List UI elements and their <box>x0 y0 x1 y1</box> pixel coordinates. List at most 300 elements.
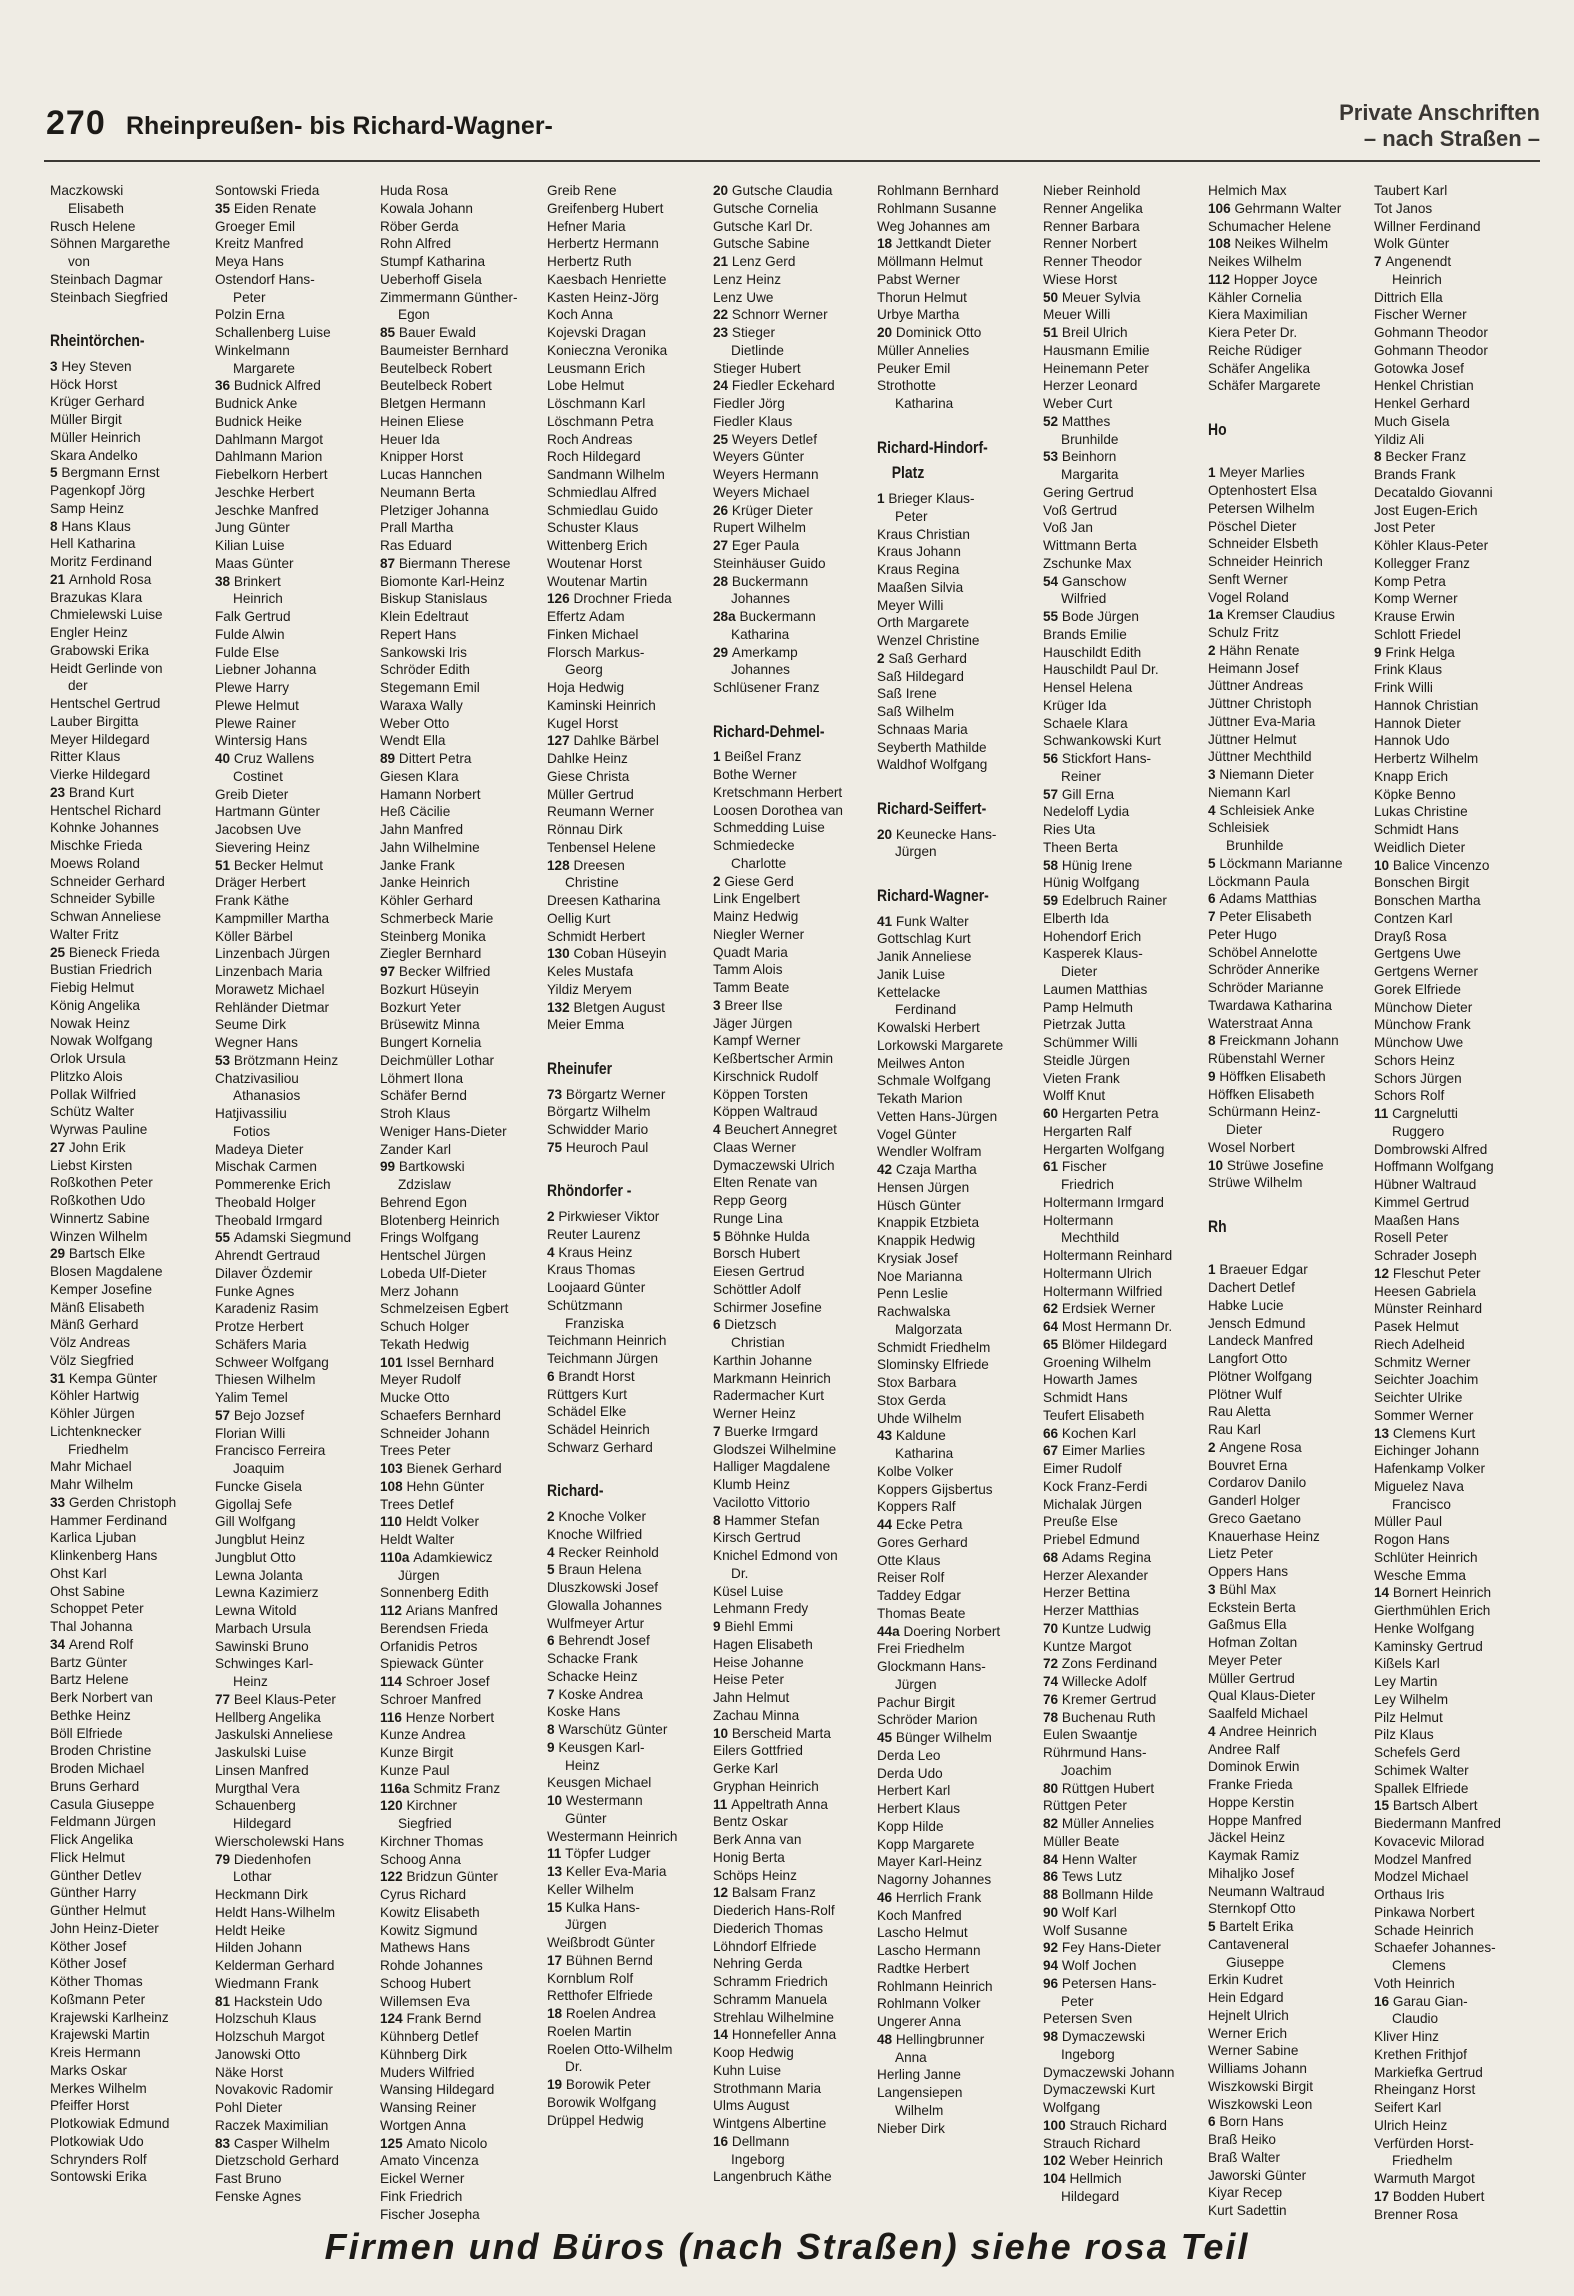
resident-entry: Amato Vincenza <box>380 2153 479 2169</box>
resident-entry: der <box>68 678 88 694</box>
resident-entry: Müller Gertrud <box>1208 1670 1295 1686</box>
resident-entry: Fast Bruno <box>215 2171 282 2186</box>
resident-entry: 1a Kremser Claudius <box>1208 607 1335 623</box>
resident-entry: Koppers Ralf <box>877 1499 956 1515</box>
resident-entry: Köhler Hartwig <box>50 1388 140 1404</box>
resident-entry: Hildegard <box>233 1816 292 1831</box>
resident-entry: 108 Neikes Wilhelm <box>1208 236 1329 252</box>
resident-entry: Wolk Günter <box>1374 236 1450 252</box>
resident-entry: Jaskulski Anneliese <box>215 1727 333 1743</box>
resident-entry: Bartz Günter <box>50 1654 128 1670</box>
resident-entry: Schneider Elsbeth <box>1208 536 1319 552</box>
resident-entry: Renner Theodor <box>1043 254 1142 269</box>
resident-entry: 55 Bode Jürgen <box>1043 609 1139 624</box>
resident-entry: Ries Uta <box>1043 822 1096 837</box>
resident-entry: Kaymak Ramiz <box>1208 1848 1300 1863</box>
resident-entry: Kornblum Rolf <box>547 1970 634 1986</box>
resident-entry: Keßbertscher Armin <box>713 1051 834 1066</box>
section-subtitle: – nach Straßen – <box>1363 126 1540 151</box>
resident-entry: Schlott Friedel <box>1374 626 1461 642</box>
resident-entry: 44a Doering Norbert <box>877 1623 1001 1639</box>
resident-entry: Gill Wolfgang <box>215 1514 296 1530</box>
resident-entry: Schmale Wolfgang <box>877 1073 991 1089</box>
resident-entry: Teufert Elisabeth <box>1043 1407 1145 1423</box>
resident-entry: 6 Dietzsch <box>713 1317 777 1333</box>
resident-entry: Pilz Helmut <box>1374 1709 1443 1725</box>
resident-entry: Weg Johannes am <box>877 218 991 234</box>
resident-entry: 102 Weber Heinrich <box>1043 2153 1163 2169</box>
resident-entry: Heise Peter <box>713 1672 785 1688</box>
resident-entry: Strauch Richard <box>1043 2135 1141 2151</box>
resident-entry: 75 Heuroch Paul <box>547 1139 649 1155</box>
resident-entry: Mainz Hedwig <box>713 909 799 924</box>
resident-entry: Köther Josef <box>50 1956 127 1972</box>
resident-entry: 92 Fey Hans-Dieter <box>1043 1940 1161 1956</box>
resident-entry: Jung Günter <box>215 520 290 536</box>
resident-entry: Frei Friedhelm <box>877 1641 965 1657</box>
resident-entry: Krajewski Karlheinz <box>50 2009 169 2025</box>
resident-entry: Wierscholewski Hans <box>215 1833 345 1849</box>
resident-entry: Jüttner Eva-Maria <box>1208 713 1316 729</box>
resident-entry: Günter <box>565 1810 607 1826</box>
street-heading: Richard- <box>547 1481 604 1501</box>
resident-entry: Jacobsen Uve <box>215 822 302 837</box>
resident-entry: Christine <box>565 875 619 891</box>
resident-entry: Fotios <box>233 1123 271 1139</box>
resident-entry: Dymaczewski Johann <box>1043 2064 1175 2080</box>
resident-entry: Höffken Elisabeth <box>1208 1086 1315 1102</box>
resident-entry: 12 Balsam Franz <box>713 1885 816 1901</box>
resident-entry: Mahr Michael <box>50 1459 132 1475</box>
resident-entry: Rüttgen Peter <box>1043 1798 1127 1814</box>
resident-entry: Eickel Werner <box>380 2171 465 2186</box>
resident-entry: Polzin Erna <box>215 307 285 323</box>
resident-entry: Dymaczewski Kurt <box>1043 2082 1155 2098</box>
resident-entry: Müller Gertrud <box>547 786 634 802</box>
resident-entry: Rusch Helene <box>50 218 136 234</box>
resident-entry: 59 Edelbruch Rainer <box>1043 893 1167 908</box>
resident-entry: Winzen Wilhelm <box>50 1228 148 1244</box>
resident-entry: Orlok Ursula <box>50 1051 126 1066</box>
resident-entry: Kovacevic Milorad <box>1374 1833 1485 1849</box>
spacer <box>50 306 206 324</box>
resident-entry: 7 Angenendt <box>1374 254 1452 269</box>
resident-entry: Jungblut Heinz <box>215 1532 305 1547</box>
resident-entry: Janowski Otto <box>215 2046 301 2062</box>
resident-entry: Schöps Heinz <box>713 1867 797 1883</box>
resident-entry: Köppen Torsten <box>713 1086 808 1102</box>
resident-entry: Günther Detlev <box>50 1867 142 1883</box>
resident-entry: Weniger Hans-Dieter <box>380 1123 507 1139</box>
resident-entry: Heesen Gabriela <box>1374 1283 1477 1299</box>
resident-entry: Finken Michael <box>547 626 639 642</box>
resident-entry: 57 Gill Erna <box>1043 786 1115 802</box>
resident-entry: Jensch Edmund <box>1208 1315 1306 1331</box>
listing-column-8 <box>1208 182 1364 2218</box>
resident-entry: Heldt Heike <box>215 1922 286 1938</box>
resident-entry: Völz Siegfried <box>50 1352 134 1368</box>
resident-entry: Greco Gaetano <box>1208 1510 1301 1526</box>
resident-entry: Anna <box>895 2049 927 2065</box>
resident-entry: 22 Schnorr Werner <box>713 307 828 323</box>
resident-entry: König Angelika <box>50 997 140 1013</box>
resident-entry: Joachim <box>1061 1762 1112 1778</box>
resident-entry: Budnick Heike <box>215 413 302 429</box>
resident-entry: Grabowski Erika <box>50 642 149 658</box>
resident-entry: Schneider Sybille <box>50 891 156 907</box>
resident-entry: Muders Wilfried <box>380 2064 475 2080</box>
resident-entry: 2 Knoche Volker <box>547 1509 647 1524</box>
resident-entry: Elberth Ida <box>1043 910 1109 926</box>
resident-entry: Blotenberg Heinrich <box>380 1212 500 1228</box>
resident-entry: Holzschuh Klaus <box>215 2011 317 2027</box>
resident-entry: Kunze Birgit <box>380 1745 454 1760</box>
resident-entry: Stegemann Emil <box>380 680 480 695</box>
resident-entry: Schallenberg Luise <box>215 325 331 340</box>
resident-entry: Madeya Dieter <box>215 1141 304 1157</box>
resident-entry: Jahn Manfred <box>380 822 464 837</box>
resident-entry: Kaminski Heinrich <box>547 697 656 713</box>
resident-entry: Schnaas Maria <box>877 721 968 737</box>
resident-entry: Saß Hildegard <box>877 668 964 684</box>
resident-entry: Wenzel Christine <box>877 633 980 648</box>
resident-entry: Willemsen Eva <box>380 1993 470 2009</box>
resident-entry: Schuch Holger <box>380 1319 470 1334</box>
resident-entry: Theen Berta <box>1043 839 1118 855</box>
resident-entry: 88 Bollmann Hilde <box>1043 1887 1154 1902</box>
resident-entry: 17 Bühnen Bernd <box>547 1952 653 1968</box>
resident-entry: 8 Freickmann Johann <box>1208 1033 1339 1049</box>
resident-entry: Heidt Gerlinde von <box>50 660 163 676</box>
resident-entry: Vierke Hildegard <box>50 767 151 782</box>
resident-entry: Steinhäuser Guido <box>713 555 826 571</box>
resident-entry: Strothmann Maria <box>713 2080 822 2096</box>
resident-entry: Biedermann Manfred <box>1374 1816 1501 1831</box>
resident-entry: Kunze Paul <box>380 1762 450 1778</box>
resident-entry: Gotowka Josef <box>1374 360 1464 376</box>
resident-entry: Kunze Andrea <box>380 1727 466 1743</box>
resident-entry: Kähler Cornelia <box>1208 289 1302 305</box>
footer-note: Firmen und Büros (nach Straßen) siehe rosa Teil <box>324 2226 1250 2267</box>
resident-entry: Lauber Birgitta <box>50 713 139 729</box>
resident-entry: Schäfer Angelika <box>1208 360 1311 376</box>
resident-entry: Merkes Wilhelm <box>50 2080 147 2096</box>
resident-entry: 18 Jettkandt Dieter <box>877 236 992 252</box>
resident-entry: Funcke Gisela <box>215 1478 302 1494</box>
street-heading: Richard-Seiffert- <box>877 798 987 818</box>
resident-entry: Feldmann Jürgen <box>50 1814 156 1830</box>
resident-entry: 1 Braeuer Edgar <box>1208 1262 1308 1278</box>
resident-entry: Kampmiller Martha <box>215 910 330 926</box>
resident-entry: 68 Adams Regina <box>1043 1549 1152 1565</box>
resident-entry: Murgthal Vera <box>215 1780 300 1796</box>
resident-entry: Schädel Heinrich <box>547 1422 650 1437</box>
resident-entry: Linzenbach Jürgen <box>215 946 330 962</box>
resident-entry: 127 Dahlke Bärbel <box>547 733 659 749</box>
resident-entry: Kraus Johann <box>877 544 961 560</box>
resident-entry: Otte Klaus <box>877 1552 941 1568</box>
resident-entry: Frank Käthe <box>215 893 290 908</box>
resident-entry: Münchow Dieter <box>1374 999 1473 1015</box>
resident-entry: 10 Westermann <box>547 1793 643 1808</box>
resident-entry: Voth Heinrich <box>1374 1975 1455 1991</box>
resident-entry: Krysiak Josef <box>877 1250 958 1266</box>
resident-entry: Zimmermann Günther- <box>380 289 518 305</box>
resident-entry: Uhde Wilhelm <box>877 1410 962 1426</box>
resident-entry: Bletgen Hermann <box>380 396 486 411</box>
resident-entry: Katharina <box>895 396 954 411</box>
resident-entry: Jüttner Christoph <box>1208 696 1312 711</box>
resident-entry: 36 Budnick Alfred <box>215 378 321 394</box>
resident-entry: Mucke Otto <box>380 1390 450 1405</box>
resident-entry: Keles Mustafa <box>547 964 634 979</box>
resident-entry: Hentschel Gertrud <box>50 696 161 711</box>
resident-entry: Theobald Holger <box>215 1194 316 1210</box>
resident-entry: 112 Arians Manfred <box>380 1603 498 1618</box>
resident-entry: Schaele Klara <box>1043 715 1128 731</box>
resident-entry: Wintgens Albertine <box>713 2116 827 2131</box>
resident-entry: Schäfers Maria <box>215 1336 307 1352</box>
resident-entry: Giesen Klara <box>380 768 459 784</box>
resident-entry: 80 Rüttgen Hubert <box>1043 1780 1155 1796</box>
resident-entry: 60 Hergarten Petra <box>1043 1106 1159 1121</box>
resident-entry: Köppen Waltraud <box>713 1104 818 1120</box>
resident-entry: Friedhelm <box>68 1441 129 1457</box>
resident-entry: 54 Ganschow <box>1043 573 1127 589</box>
resident-entry: 90 Wolf Karl <box>1043 1904 1117 1920</box>
resident-entry: Koßmann Peter <box>50 1991 146 2007</box>
resident-entry: Schröder Edith <box>380 662 470 678</box>
resident-entry: Voß Jan <box>1043 520 1093 536</box>
resident-entry: Sandmann Wilhelm <box>547 467 665 482</box>
resident-entry: Weyers Hermann <box>713 467 819 482</box>
resident-entry: Bozkurt Yeter <box>380 999 461 1015</box>
resident-entry: Michalak Jürgen <box>1043 1496 1142 1512</box>
resident-entry: Renner Norbert <box>1043 236 1137 252</box>
resident-entry: 1 Brieger Klaus- <box>877 491 975 506</box>
spacer <box>1208 1244 1364 1262</box>
resident-entry: 103 Bienek Gerhard <box>380 1461 502 1476</box>
spacer <box>713 697 869 715</box>
resident-entry: Holzschuh Margot <box>215 2029 325 2044</box>
resident-entry: Heimann Josef <box>1208 660 1299 676</box>
resident-entry: 1 Beißel Franz <box>713 749 802 765</box>
resident-entry: Renner Barbara <box>1043 218 1140 234</box>
resident-entry: Jürgen <box>895 844 937 860</box>
resident-entry: 27 Eger Paula <box>713 538 800 553</box>
resident-entry: Knoche Wilfried <box>547 1526 643 1542</box>
resident-entry: Köller Bärbel <box>215 928 293 944</box>
resident-entry: Brazukas Klara <box>50 589 143 605</box>
resident-entry: Eichinger Johann <box>1374 1443 1480 1459</box>
resident-entry: 25 Bieneck Frieda <box>50 944 160 960</box>
resident-entry: Völz Andreas <box>50 1335 131 1350</box>
resident-entry: Werner Sabine <box>1208 2043 1299 2059</box>
resident-entry: Pommerenke Erich <box>215 1177 331 1192</box>
resident-entry: Kasten Heinz-Jörg <box>547 289 659 305</box>
resident-entry: Jahn Helmut <box>713 1690 790 1705</box>
resident-entry: Wiedmann Frank <box>215 1975 319 1991</box>
resident-entry: 125 Amato Nicolo <box>380 2135 488 2151</box>
resident-entry: Berk Anna van <box>713 1832 802 1847</box>
resident-entry: Nowak Heinz <box>50 1015 131 1031</box>
resident-entry: Lewna Witold <box>215 1603 297 1618</box>
resident-entry: 56 Stickfort Hans- <box>1043 751 1152 766</box>
resident-entry: Dombrowski Alfred <box>1374 1141 1488 1157</box>
resident-entry: Gering Gertrud <box>1043 484 1134 500</box>
resident-entry: Wosel Norbert <box>1208 1139 1295 1155</box>
resident-entry: 110 Heldt Volker <box>380 1514 480 1530</box>
resident-entry: Bonschen Birgit <box>1374 875 1470 891</box>
resident-entry: Wortgen Anna <box>380 2117 466 2133</box>
resident-entry: Löhndorf Elfriede <box>713 1938 817 1954</box>
resident-entry: Frink Willi <box>1374 680 1433 695</box>
resident-entry: Vacilotto Vittorio <box>713 1494 810 1510</box>
resident-entry: Schlüter Heinrich <box>1374 1549 1478 1565</box>
resident-entry: Dreesen Katharina <box>547 893 661 908</box>
resident-entry: 15 Kulka Hans- <box>547 1899 640 1915</box>
resident-entry: 86 Tews Lutz <box>1043 1869 1123 1885</box>
resident-entry: Berk Norbert van <box>50 1690 153 1705</box>
resident-entry: Hein Edgard <box>1208 1990 1284 2005</box>
resident-entry: Rohlmann Heinrich <box>877 1978 993 1994</box>
resident-entry: Ulms August <box>713 2098 790 2114</box>
resident-entry: Jaskulski Luise <box>215 1745 307 1760</box>
resident-entry: Jeschke Herbert <box>215 484 314 500</box>
resident-entry: Lenz Uwe <box>713 289 774 305</box>
resident-entry: Jürgen <box>895 1676 937 1692</box>
resident-entry: Florian Willi <box>215 1425 286 1441</box>
resident-entry: Kettelacke <box>877 984 941 1000</box>
resident-entry: Ulrich Heinz <box>1374 2117 1448 2133</box>
resident-entry: 76 Kremer Gertrud <box>1043 1691 1157 1707</box>
resident-entry: Beutelbeck Robert <box>380 378 492 394</box>
resident-entry: Holtermann Reinhard <box>1043 1248 1173 1263</box>
resident-entry: Jüttner Andreas <box>1208 678 1304 694</box>
resident-entry: Priebel Edmund <box>1043 1532 1140 1547</box>
resident-entry: Schumacher Helene <box>1208 218 1332 234</box>
resident-entry: Dr. <box>731 1565 749 1581</box>
resident-entry: Schneider Heinrich <box>1208 554 1323 569</box>
resident-entry: 19 Borowik Peter <box>547 2077 651 2092</box>
resident-entry: Schäfer Bernd <box>380 1088 467 1104</box>
resident-entry: Sommer Werner <box>1374 1407 1474 1423</box>
resident-entry: Dr. <box>565 2059 583 2075</box>
resident-entry: Cyrus Richard <box>380 1887 467 1902</box>
resident-entry: Kowala Johann <box>380 200 473 216</box>
resident-entry: Roßkothen Udo <box>50 1193 146 1208</box>
resident-entry: Behrend Egon <box>380 1194 467 1210</box>
resident-entry: Schröder Annerike <box>1208 962 1320 978</box>
resident-entry: Lewna Kazimierz <box>215 1585 319 1601</box>
resident-entry: Ungerer Anna <box>877 2014 961 2029</box>
resident-entry: Neikes Wilhelm <box>1208 254 1302 269</box>
resident-entry: Spiewack Günter <box>380 1656 484 1672</box>
resident-entry: Hannok Udo <box>1374 733 1450 749</box>
resident-entry: Glowalla Johannes <box>547 1597 662 1613</box>
resident-entry: Peter <box>895 508 928 524</box>
spacer <box>547 1157 703 1175</box>
resident-entry: 29 Amerkamp <box>713 644 798 660</box>
resident-entry: 5 Braun Helena <box>547 1562 642 1578</box>
resident-entry: Strothotte <box>877 378 936 394</box>
resident-entry: Rheinganz Horst <box>1374 2082 1476 2098</box>
resident-entry: Wulfmeyer Artur <box>547 1615 645 1631</box>
resident-entry: Bonschen Martha <box>1374 893 1481 908</box>
resident-entry: Diederich Hans-Rolf <box>713 1903 835 1918</box>
resident-entry: 23 Brand Kurt <box>50 784 134 800</box>
resident-entry: Eilers Gottfried <box>713 1743 803 1759</box>
resident-entry: Kliver Hinz <box>1374 2029 1439 2044</box>
resident-entry: Schäfer Margarete <box>1208 378 1321 394</box>
resident-entry: Koch Manfred <box>877 1907 962 1923</box>
resident-entry: Ley Wilhelm <box>1374 1691 1449 1707</box>
resident-entry: 7 Buerke Irmgard <box>713 1423 819 1439</box>
resident-entry: Steinbach Siegfried <box>50 289 168 305</box>
resident-entry: Urbye Martha <box>877 307 960 323</box>
resident-entry: Florsch Markus- <box>547 644 645 660</box>
resident-entry: 12 Fleschut Peter <box>1374 1265 1481 1281</box>
resident-entry: Schwinges Karl- <box>215 1656 314 1672</box>
resident-entry: 104 Hellmich <box>1043 2171 1122 2186</box>
resident-entry: Kühnberg Detlef <box>380 2029 479 2044</box>
resident-entry: Yildiz Meryem <box>547 981 632 997</box>
resident-entry: Hatjivassiliu <box>215 1106 287 1121</box>
resident-entry: Jungblut Otto <box>215 1549 296 1565</box>
resident-entry: 4 Beuchert Annegret <box>713 1122 837 1137</box>
resident-entry: Mayer Karl-Heinz <box>877 1854 982 1870</box>
resident-entry: Lenz Heinz <box>713 271 782 287</box>
resident-entry: 83 Casper Wilhelm <box>215 2135 330 2151</box>
resident-entry: Mänß Elisabeth <box>50 1299 145 1315</box>
resident-entry: Loosen Dorothea van <box>713 802 843 818</box>
resident-entry: Herzer Matthias <box>1043 1603 1139 1618</box>
resident-entry: Kraus Regina <box>877 562 960 577</box>
resident-entry: Müller Beate <box>1043 1833 1120 1849</box>
resident-entry: Brunhilde <box>1226 838 1284 853</box>
resident-entry: Schröder Marianne <box>1208 980 1324 995</box>
resident-entry: Gutsche Cornelia <box>713 200 819 216</box>
resident-entry: 20 Keunecke Hans- <box>877 826 997 842</box>
resident-entry: John Heinz-Dieter <box>50 1920 159 1936</box>
resident-entry: Nieber Reinhold <box>1043 183 1141 198</box>
resident-entry: Dachert Detlef <box>1208 1280 1295 1295</box>
resident-entry: Howarth James <box>1043 1372 1138 1388</box>
resident-entry: Radermacher Kurt <box>713 1388 825 1404</box>
resident-entry: Hannok Dieter <box>1374 715 1461 731</box>
resident-entry: Schors Heinz <box>1374 1052 1455 1068</box>
resident-entry: Merz Johann <box>380 1283 459 1299</box>
resident-entry: Jeschke Manfred <box>215 502 319 518</box>
resident-entry: Köther Thomas <box>50 1974 143 1989</box>
resident-entry: Teichmann Heinrich <box>547 1333 667 1349</box>
resident-entry: Claudio <box>1392 2011 1439 2027</box>
resident-entry: Kolbe Volker <box>877 1463 954 1479</box>
resident-entry: Schors Jürgen <box>1374 1070 1462 1086</box>
resident-entry: 4 Kraus Heinz <box>547 1244 633 1260</box>
resident-entry: 10 Berscheid Marta <box>713 1725 831 1741</box>
resident-entry: Peter Hugo <box>1208 926 1277 942</box>
resident-entry: 6 Behrendt Josef <box>547 1633 650 1649</box>
resident-entry: Kopp Hilde <box>877 1818 944 1834</box>
resident-entry: 114 Schroer Josef <box>380 1674 490 1689</box>
resident-entry: Ganderl Holger <box>1208 1493 1301 1508</box>
resident-entry: Liebst Kirsten <box>50 1157 133 1173</box>
resident-entry: Pöschel Dieter <box>1208 518 1297 534</box>
resident-entry: Weber Curt <box>1043 396 1113 411</box>
resident-entry: Dräger Herbert <box>215 875 306 891</box>
resident-entry: 3 Hey Steven <box>50 358 132 374</box>
